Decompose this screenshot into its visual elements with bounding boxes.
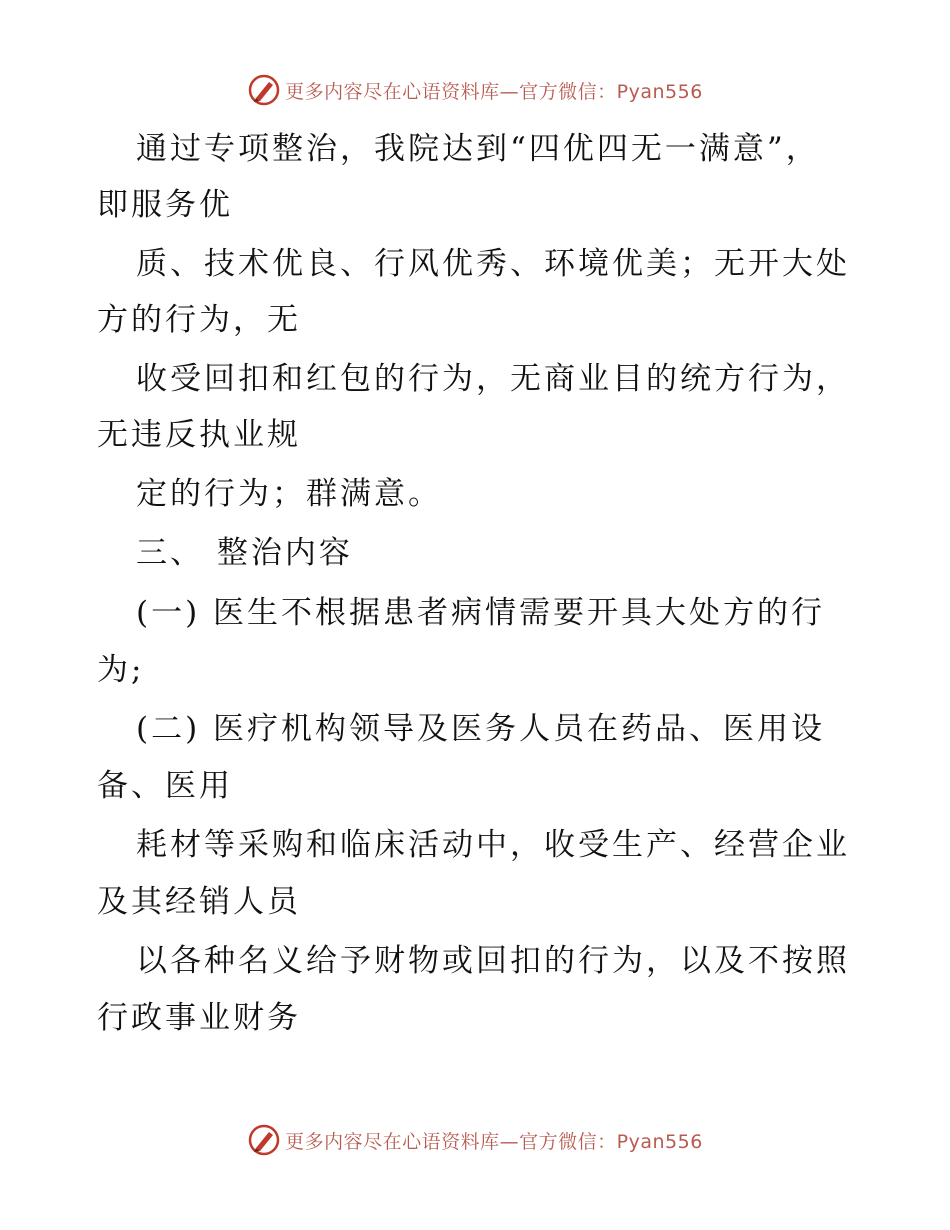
pen-logo-icon [247,73,281,107]
text-line: (二) 医疗机构领导及医务人员在药品、医用设 [136,711,826,747]
section-heading: 三、 整治内容 [136,535,353,571]
text-line: 定的行为；群满意。 [136,476,442,512]
text-line: 及其经销人员 [97,884,301,920]
text-line: 质、技术优良、行风优秀、环境优美；无开大处 [136,246,850,282]
text-line: 无违反执业规 [97,417,301,453]
header-watermark [0,72,950,108]
text-line: 备、医用 [97,768,233,804]
watermark-text: 更多内容尽在心语资料库—官方微信：Pyan556 [285,80,703,103]
footer-watermark [0,1122,950,1158]
text-line: 为; [97,652,145,688]
watermark-text: 更多内容尽在心语资料库—官方微信：Pyan556 [285,1130,703,1153]
text-line: 方的行为，无 [97,302,301,338]
text-line: 以各种名义给予财物或回扣的行为，以及不按照 [136,943,850,979]
text-line: 即服务优 [97,187,233,223]
text-line: 通过专项整治，我院达到“四优四无一满意”， [136,131,820,167]
text-line: 行政事业财务 [97,1000,301,1036]
pen-logo-icon [247,1123,281,1157]
text-line: 收受回扣和红包的行为，无商业目的统方行为， [136,361,850,397]
text-line: (一) 医生不根据患者病情需要开具大处方的行 [136,595,826,631]
text-line: 耗材等采购和临床活动中，收受生产、经营企业 [136,827,850,863]
